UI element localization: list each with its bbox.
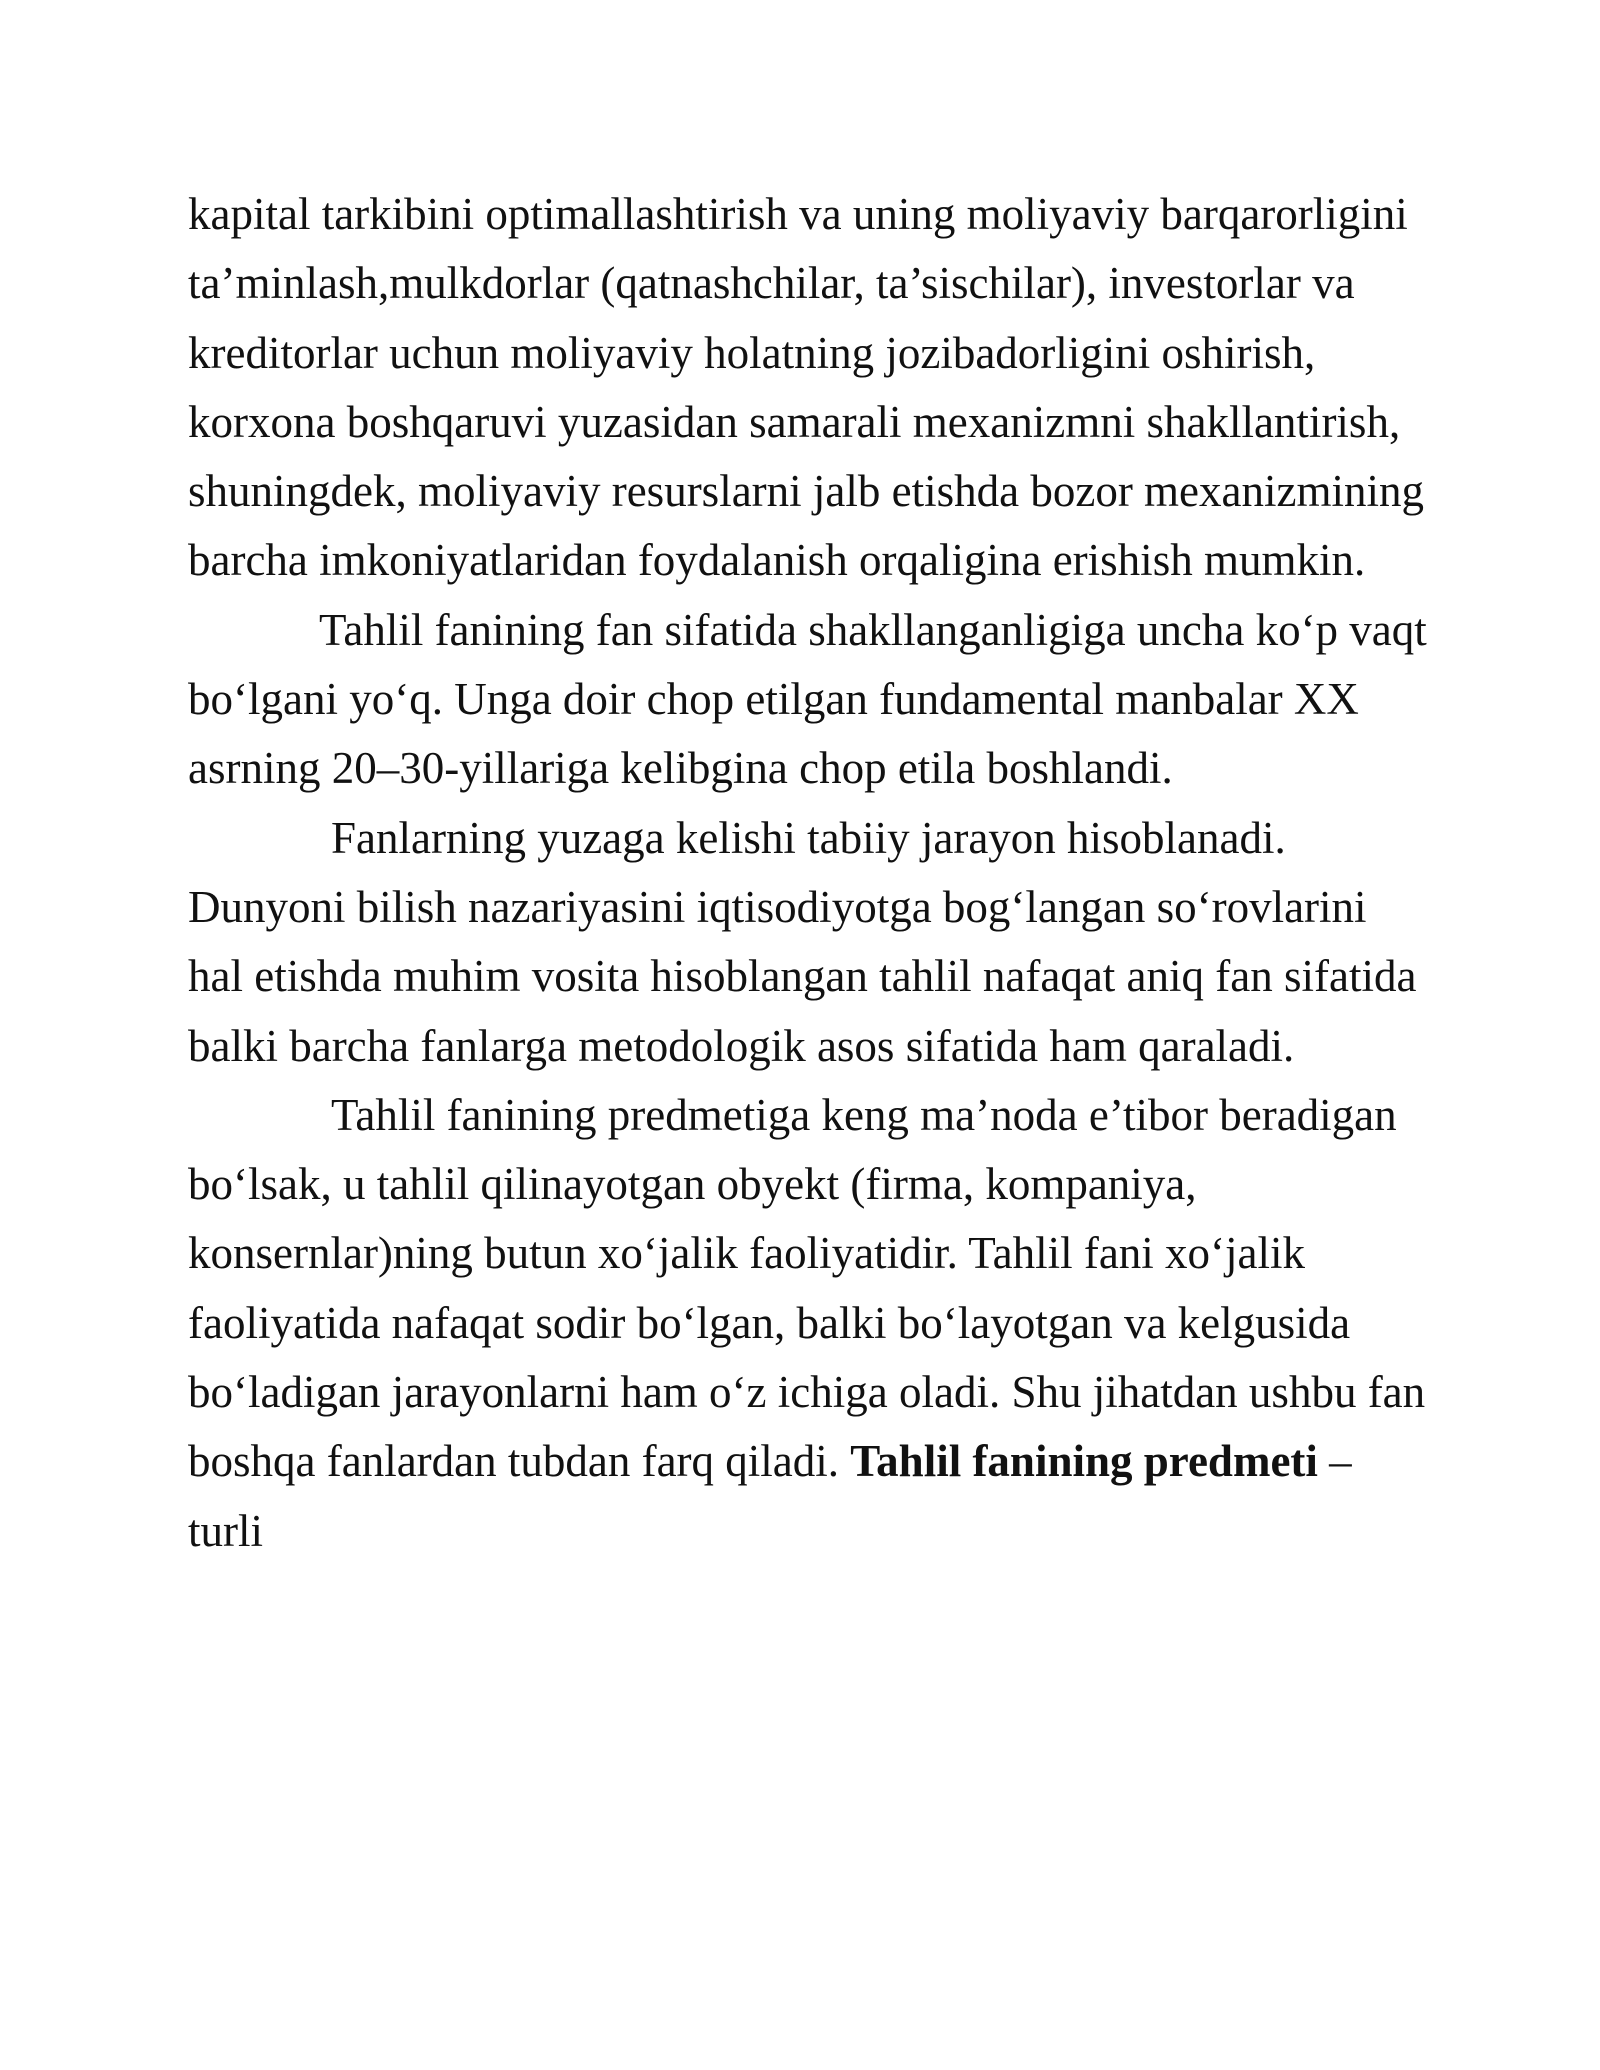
paragraph-4-bold-term: Tahlil fanining predmeti bbox=[850, 1436, 1318, 1487]
paragraph-4-text-after: – turli bbox=[188, 1436, 1352, 1556]
paragraph-1-text: kapital tarkibini optimallashtirish va uning moliyaviy barqarorligini ta’minlash,mulkdorlar (qatnashchilar, ta’sischilar), investorlar va kreditorlar uchun moliyaviy holatning jozibadorligini oshirish, korxona boshqaruvi yuzasidan samarali mexanizmni shakllantirish, shuningdek, moliyaviy resurslarni jalb etishda bozor mexanizmining barcha imkoniyatlaridan foydalanish orqaligina erishish mumkin. bbox=[188, 189, 1424, 586]
paragraph-2-text: Tahlil fanining fan sifatida shakllanganligiga uncha ko‘p vaqt bo‘lgani yo‘q. Unga doir chop etilgan fundamental manbalar XX asrning 20–30-yillariga kelibgina chop etila boshlandi. bbox=[188, 604, 1427, 794]
paragraph-3 bbox=[188, 804, 1428, 1081]
paragraph-3-text: Fanlarning yuzaga kelishi tabiiy jarayon hisoblanadi. Dunyoni bilish nazariyasini iqtisodiyotga bog‘langan so‘rovlarini hal etishda muhim vosita hisoblangan tahlil nafaqat aniq fan sifatida balki barcha fanlarga metodologik asos sifatida ham qaraladi. bbox=[188, 812, 1417, 1071]
paragraph-1 bbox=[188, 180, 1428, 596]
paragraph-4 bbox=[188, 1081, 1428, 1566]
document-body bbox=[188, 180, 1428, 1566]
paragraph-4-text: Tahlil fanining predmetiga keng ma’noda e’tibor beradigan bo‘lsak, u tahlil qilinayotgan obyekt (firma, kompaniya, konsernlar)ning butun xo‘jalik faoliyatidir. Tahlil fani xo‘jalik faoliyatida nafaqat sodir bo‘lgan, balki bo‘layotgan va kelgusida bo‘ladigan jarayonlarni ham o‘z ichiga oladi. Shu jihatdan ushbu fan boshqa fanlardan tubdan farq qiladi. bbox=[188, 1089, 1426, 1487]
paragraph-2 bbox=[188, 596, 1428, 804]
